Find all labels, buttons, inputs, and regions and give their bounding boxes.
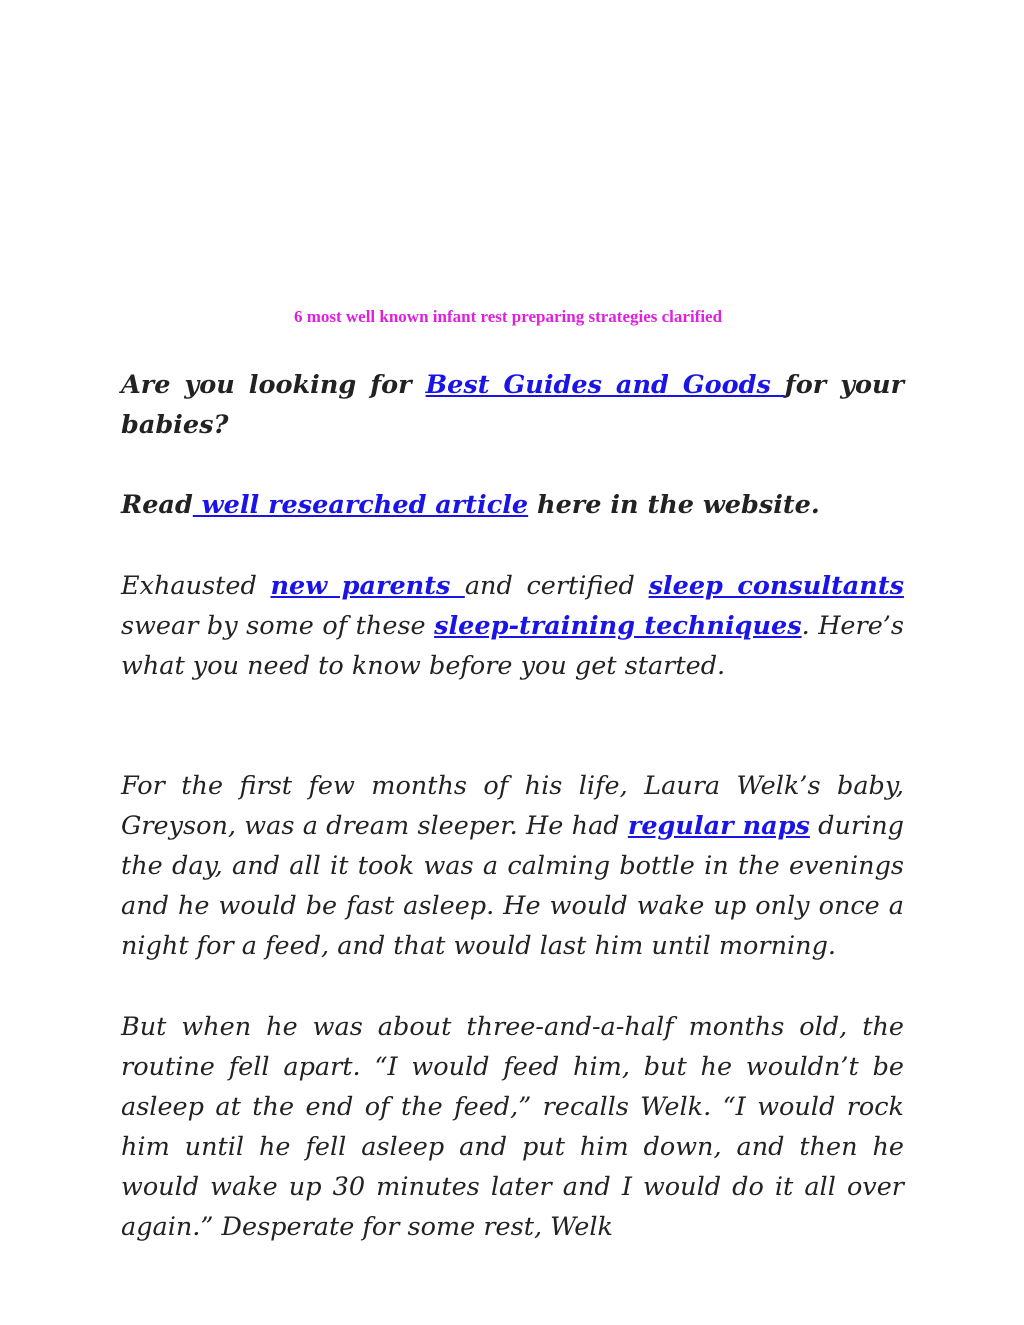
regular-naps-link[interactable]: regular naps (627, 811, 810, 841)
routine-paragraph: But when he was about three-and-a-half months old, the routine fell apart. “I would feed him, but he wouldn’t be asleep at the end of the feed,” recalls Welk. “I would rock him until he fell asleep and put him down, and then he would wake up 30 minutes later and I would do it all over again.” Desperate for some rest, Welk (121, 1012, 904, 1242)
intro-paragraph (121, 365, 904, 445)
read-text-before: Read (121, 490, 193, 520)
read-article-paragraph (121, 485, 904, 525)
para1-text-2: and certified (464, 571, 649, 601)
para1-text-1: Exhausted (121, 571, 271, 601)
para2-text-2: during the day, and all it took was a calming bottle in the evenings and he would be fast asleep. He would wake up only once a night for a feed, and that would last him until morning. (121, 811, 904, 961)
intro-text-before: Are you looking for (121, 370, 426, 400)
read-text-after: here in the website. (528, 490, 820, 520)
intro-text-after: for your babies? (121, 370, 904, 440)
document-title: 6 most well known infant rest preparing strategies clarified (293, 307, 723, 326)
para2-text-1: For the first few months of his life, Laura Welk’s baby, Greyson, was a dream sleeper. He had (121, 771, 904, 841)
exhausted-parents-paragraph (121, 566, 904, 686)
new-parents-link[interactable]: new parents (270, 571, 465, 601)
sleep-training-techniques-link[interactable]: sleep-training techniques (434, 611, 802, 641)
best-guides-link[interactable]: Best Guides and Goods (425, 370, 785, 400)
greyson-paragraph (121, 766, 904, 966)
para1-text-4: . Here’s what you need to know before you get started. (121, 611, 904, 681)
sleep-consultants-link[interactable]: sleep consultants (648, 571, 904, 601)
well-researched-article-link[interactable]: well researched article (192, 490, 529, 520)
para1-text-3: swear by some of these (121, 611, 435, 641)
